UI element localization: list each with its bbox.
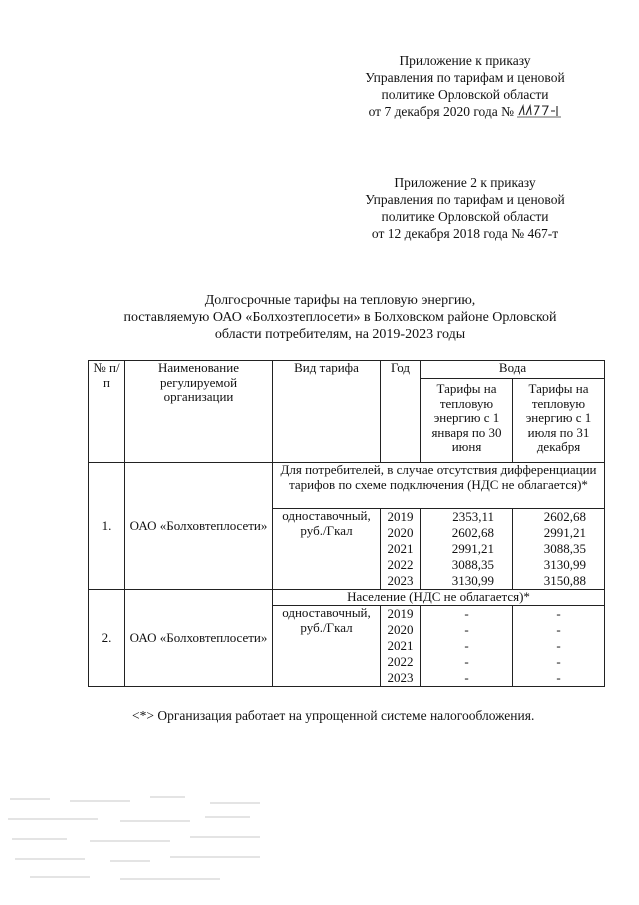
tariff-value: 3088,35	[451, 557, 494, 572]
year-cell: 2019	[387, 606, 414, 621]
row-section-label: Население (НДС не облагается)*	[273, 590, 605, 606]
tariff-value: -	[464, 606, 469, 621]
tariff-value: 3130,99	[543, 557, 586, 572]
header-line-date	[340, 103, 590, 120]
footnote: <*> Организация работает на упрощенной системе налогообложения.	[132, 708, 535, 723]
tariff-value: -	[464, 654, 469, 669]
year-cell: 2019	[387, 509, 414, 524]
header-num: № п/п	[89, 361, 125, 463]
header-line: Управления по тарифам и ценовой	[365, 70, 565, 85]
tariff-value: -	[556, 654, 561, 669]
header-line: Приложение 2 к приказу	[394, 175, 536, 190]
row-tariff-type: одноставочный, руб./Гкал	[273, 509, 381, 590]
tariff-value: -	[556, 638, 561, 653]
tariff-value: -	[556, 606, 561, 621]
header-tariff-type: Вид тарифа	[273, 361, 381, 463]
tariff-value: 3150,88	[543, 573, 586, 588]
tariff-value: 3088,35	[543, 541, 586, 556]
header-line: политике Орловской области	[381, 87, 549, 102]
tariff-value: 3130,99	[451, 573, 494, 588]
year-cell: 2021	[387, 638, 414, 653]
year-cell: 2020	[387, 622, 414, 637]
title-line: области потребителям, на 2019-2023 годы	[214, 327, 466, 342]
year-cell: 2021	[387, 541, 414, 556]
handwritten-order-number	[517, 104, 561, 118]
row-tariff-h1-values	[421, 509, 513, 590]
tariff-value: -	[556, 622, 561, 637]
year-cell: 2022	[387, 557, 414, 572]
row-org: ОАО «Болховтеплосети»	[125, 590, 273, 687]
title-line: Долгосрочные тарифы на тепловую энергию,	[204, 293, 476, 308]
year-cell: 2022	[387, 654, 414, 669]
row-years	[381, 509, 421, 590]
row-tariff-h1-values	[421, 606, 513, 687]
year-cell: 2023	[387, 670, 414, 685]
appendix-header-previous	[340, 174, 590, 242]
header-tariff-h1: Тарифы на тепловую энергию с 1 января по 30 июня	[421, 379, 513, 463]
row-tariff-type: одноставочный, руб./Гкал	[273, 606, 381, 687]
tariff-value: 2353,11	[452, 509, 494, 524]
header-line: от 12 декабря 2018 года № 467-т	[371, 226, 559, 241]
tariff-value: -	[464, 670, 469, 685]
scan-noise-mark	[0, 790, 300, 890]
header-water: Вода	[421, 361, 605, 379]
row-tariff-h2-values	[513, 509, 605, 590]
header-line: Приложение к приказу	[399, 53, 531, 68]
appendix-header-current	[340, 52, 590, 120]
year-cell: 2020	[387, 525, 414, 540]
row-section-label: Для потребителей, в случае отсутствия дифференциации тарифов по схеме подключения (НДС не облагается)*	[273, 463, 605, 509]
row-num: 1.	[89, 463, 125, 590]
header-org: Наименование регулируемой организации	[125, 361, 273, 463]
header-date-text: от 7 декабря 2020 года №	[368, 104, 515, 119]
row-num: 2.	[89, 590, 125, 687]
tariff-table	[88, 360, 605, 687]
header-line: политике Орловской области	[381, 209, 549, 224]
row-years	[381, 606, 421, 687]
title-line: поставляемую ОАО «Болхозтеплосети» в Болховском районе Орловской	[123, 310, 557, 325]
tariff-value: -	[464, 622, 469, 637]
tariff-value: -	[556, 670, 561, 685]
header-year: Год	[381, 361, 421, 463]
tariff-value: 2991,21	[451, 541, 494, 556]
tariff-value: -	[464, 638, 469, 653]
header-tariff-h2: Тарифы на тепловую энергию с 1 июля по 31 декабря	[513, 379, 605, 463]
year-cell: 2023	[387, 573, 414, 588]
tariff-value: 2602,68	[543, 509, 586, 524]
header-line: Управления по тарифам и ценовой	[365, 192, 565, 207]
row-tariff-h2-values	[513, 606, 605, 687]
tariff-value: 2991,21	[543, 525, 586, 540]
tariff-value: 2602,68	[451, 525, 494, 540]
row-org: ОАО «Болховтеплосети»	[125, 463, 273, 590]
document-title	[80, 292, 600, 343]
